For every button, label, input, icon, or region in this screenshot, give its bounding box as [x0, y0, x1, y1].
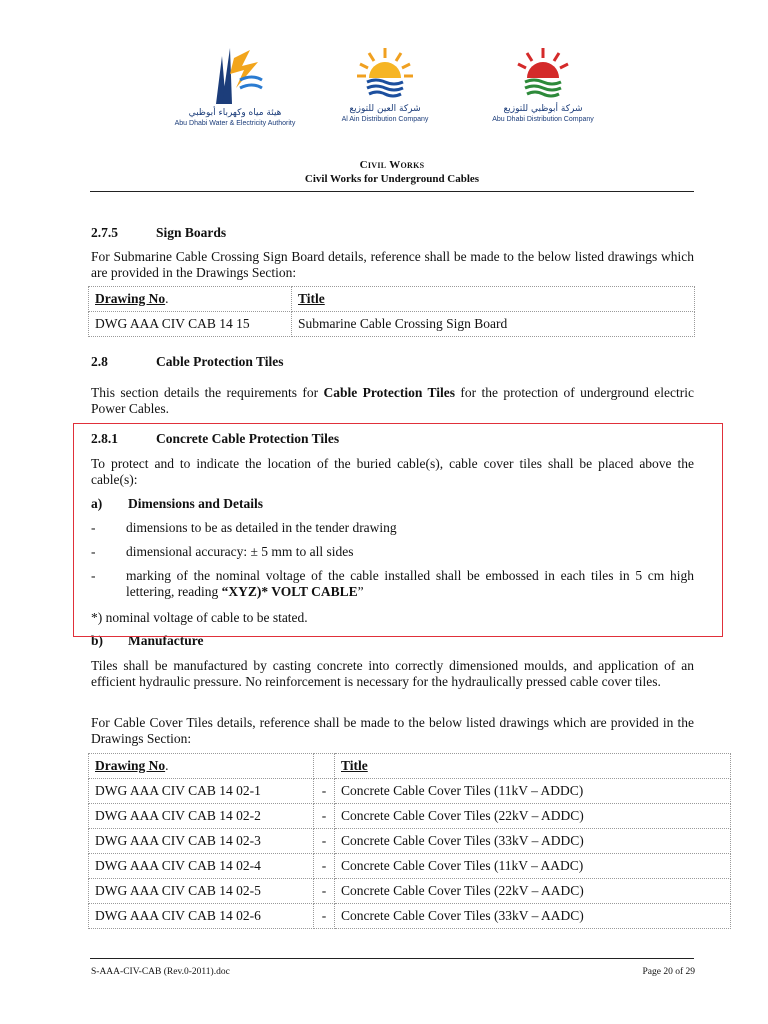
- adwea-arabic-name: هيئة مياه وكهرباء أبوظبي: [188, 108, 282, 118]
- table-row: [89, 879, 731, 904]
- table-cell: -: [314, 804, 335, 829]
- table-cell: -: [314, 779, 335, 804]
- cable-cover-paragraph: For Cable Cover Tiles details, reference shall be made to the below listed drawings which are provided in the Drawings Section:: [91, 715, 694, 746]
- voltage-note: *) nominal voltage of cable to be stated.: [91, 610, 308, 625]
- addc-arabic-name: شركة أبوظبي للتوزيع: [503, 104, 583, 114]
- section-281-paragraph: To protect and to indicate the location of the buried cable(s), cable cover tiles shall be placed above the cable(s):: [91, 456, 694, 487]
- addc-logo: [478, 44, 608, 124]
- aadc-english-name: Al Ain Distribution Company: [341, 116, 429, 123]
- table-cell: Concrete Cable Cover Tiles (22kV – ADDC): [335, 804, 731, 829]
- table-row: [89, 312, 695, 337]
- table-header-cell: Title: [292, 287, 695, 312]
- logo-bar: [0, 44, 768, 134]
- section-28-heading: [91, 354, 284, 370]
- list-item: - dimensions to be as detailed in the tender drawing: [91, 520, 397, 535]
- table-cell: DWG AAA CIV CAB 14 02-6: [89, 904, 314, 929]
- subsection-title: Dimensions and Details: [128, 496, 264, 511]
- addc-sun-icon: [513, 44, 573, 102]
- table-row: [89, 779, 731, 804]
- footer-doc-id: S-AAA-CIV-CAB (Rev.0-2011).doc: [91, 967, 230, 977]
- table-cell: -: [314, 879, 335, 904]
- table-row: [89, 804, 731, 829]
- table-cell: -: [314, 829, 335, 854]
- section-title: Cable Protection Tiles: [156, 354, 284, 369]
- table-cell: Submarine Cable Crossing Sign Board: [292, 312, 695, 337]
- table-cell: Concrete Cable Cover Tiles (33kV – AADC): [335, 904, 731, 929]
- subsection-label: a): [91, 496, 103, 511]
- adwea-english-name: Abu Dhabi Water & Electricity Authority: [174, 120, 296, 127]
- table-row: [89, 854, 731, 879]
- section-title: Concrete Cable Protection Tiles: [156, 431, 340, 446]
- aadc-arabic-name: شركة العين للتوزيع: [349, 104, 421, 114]
- table-cell: DWG AAA CIV CAB 14 02-5: [89, 879, 314, 904]
- section-28-paragraph: This section details the requirements for Cable Protection Tiles for the protection of underground electric Power Cables.: [91, 385, 694, 416]
- table-row: [89, 904, 731, 929]
- header-title: Civil Works for Underground Cables: [304, 173, 480, 185]
- table-cell: DWG AAA CIV CAB 14 02-4: [89, 854, 314, 879]
- header-rule: [90, 191, 694, 192]
- table-header-row: [89, 287, 695, 312]
- manufacture-paragraph: Tiles shall be manufactured by casting concrete into correctly dimensioned moulds, and application of an efficient hydraulic pressure. No reinforcement is necessary for the hydraulically pressed cable cover tiles.: [91, 658, 694, 689]
- table-header-row: [89, 754, 731, 779]
- table-header-cell: [314, 754, 335, 779]
- table-cell: Concrete Cable Cover Tiles (33kV – ADDC): [335, 829, 731, 854]
- table-row: [89, 829, 731, 854]
- section-number: 2.8.1: [91, 431, 118, 446]
- table-cell: DWG AAA CIV CAB 14 15: [89, 312, 292, 337]
- highlight-box: [73, 423, 723, 637]
- subsection-label: b): [91, 633, 104, 648]
- table-header-cell: Drawing No.: [89, 287, 292, 312]
- aadc-sun-icon: [355, 44, 415, 102]
- table-body: [89, 779, 731, 929]
- aadc-logo: [330, 44, 440, 124]
- section-275-heading: [91, 225, 226, 241]
- section-275-paragraph: For Submarine Cable Crossing Sign Board details, reference shall be made to the below listed drawings which are provided in the Drawings Section:: [91, 249, 694, 280]
- footer-rule: [90, 958, 694, 959]
- subsection-title: Manufacture: [128, 633, 204, 648]
- table-header-cell: Title: [335, 754, 731, 779]
- table-cell: Concrete Cable Cover Tiles (11kV – AADC): [335, 854, 731, 879]
- adwea-emblem-icon: [200, 44, 270, 106]
- sign-board-drawing-table: [88, 286, 695, 337]
- section-number: 2.7.5: [91, 225, 118, 240]
- table-cell: -: [314, 904, 335, 929]
- table-header-cell: Drawing No.: [89, 754, 314, 779]
- document-header: [90, 158, 694, 186]
- footer-page-number: Page 20 of 29: [642, 967, 695, 977]
- table-cell: DWG AAA CIV CAB 14 02-3: [89, 829, 314, 854]
- addc-english-name: Abu Dhabi Distribution Company: [492, 116, 594, 123]
- table-cell: DWG AAA CIV CAB 14 02-2: [89, 804, 314, 829]
- table-cell: Concrete Cable Cover Tiles (22kV – AADC): [335, 879, 731, 904]
- list-item: - dimensional accuracy: ± 5 mm to all sides: [91, 544, 354, 559]
- header-category: Civil Works: [359, 159, 425, 171]
- section-title: Sign Boards: [156, 225, 227, 240]
- table-cell: DWG AAA CIV CAB 14 02-1: [89, 779, 314, 804]
- cover-tiles-drawing-table: [88, 753, 731, 929]
- table-cell: -: [314, 854, 335, 879]
- adwea-logo: [150, 44, 320, 128]
- list-item: - marking of the nominal voltage of the cable installed shall be embossed in each tiles in 5 cm high lettering, reading “XYZ)* VOLT CABLE”: [91, 568, 694, 599]
- table-cell: Concrete Cable Cover Tiles (11kV – ADDC): [335, 779, 731, 804]
- section-number: 2.8: [91, 354, 108, 369]
